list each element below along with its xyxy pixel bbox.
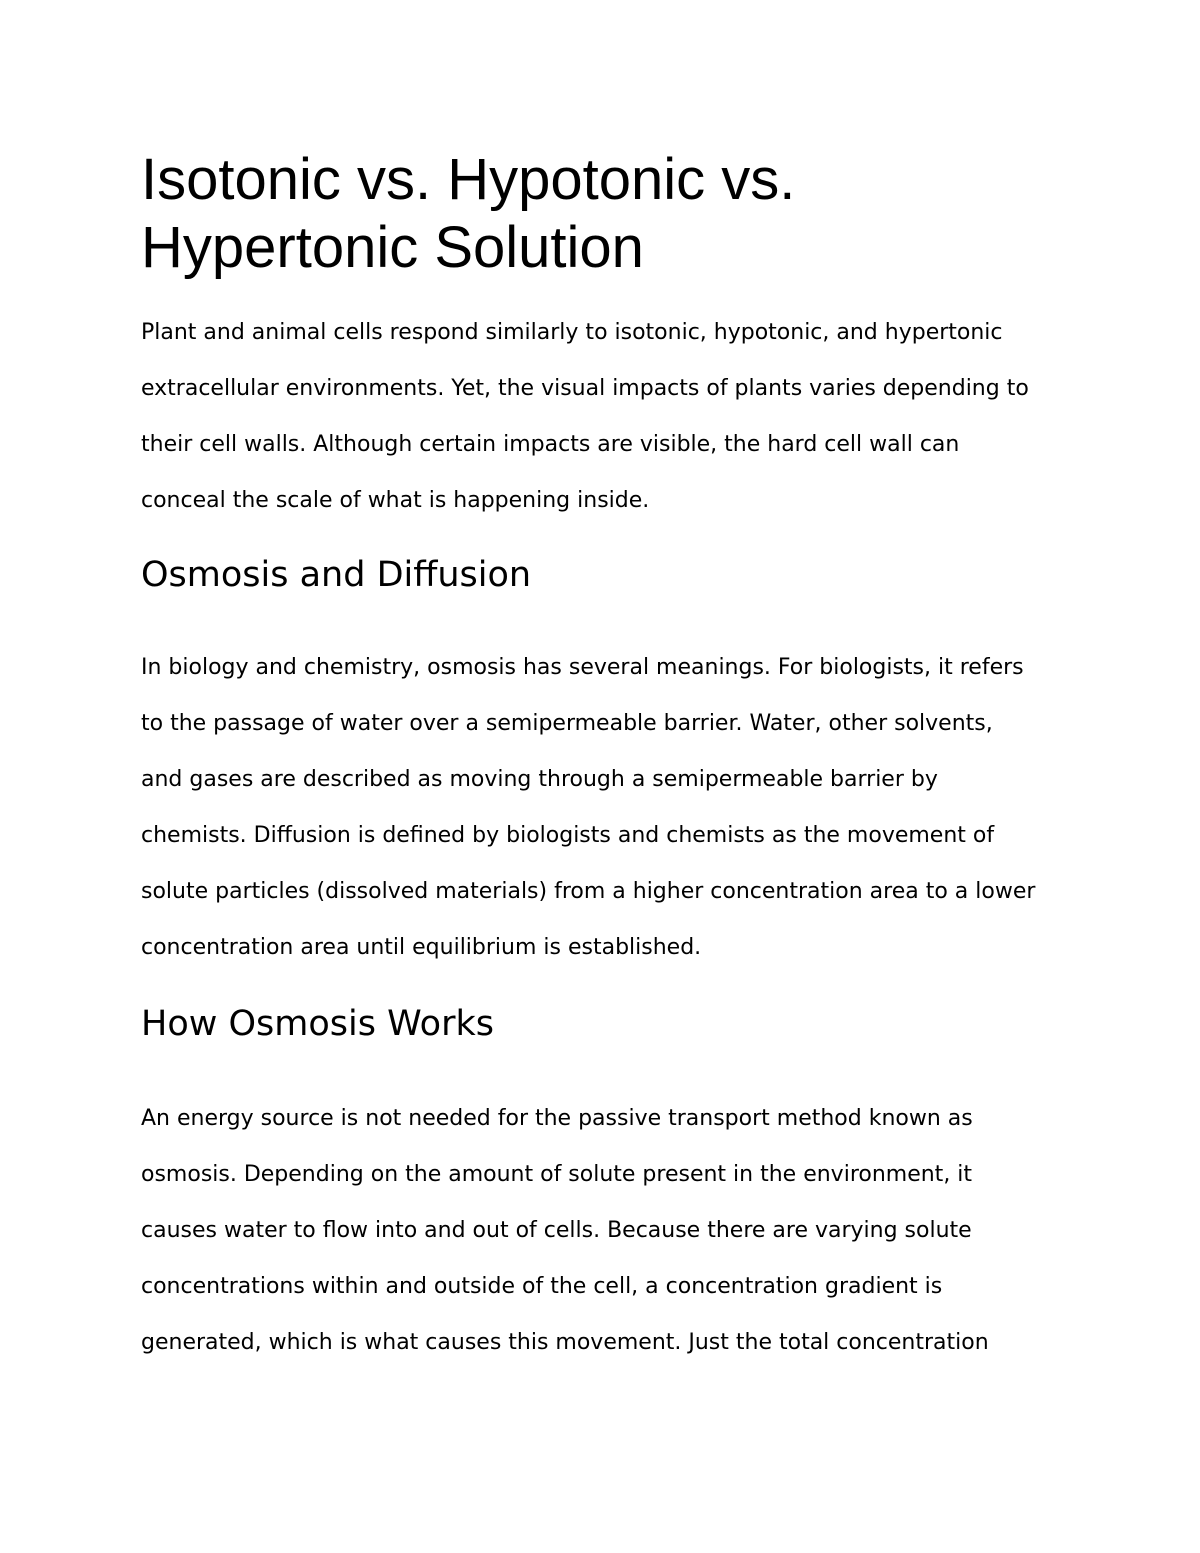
paragraph-line: An energy source is not needed for the passive transport method known as — [141, 1106, 973, 1131]
paragraph-line: generated, which is what causes this movement. Just the total concentration — [141, 1330, 989, 1355]
section-heading-how-osmosis-works: How Osmosis Works — [141, 1004, 494, 1044]
paragraph-line: causes water to flow into and out of cells. Because there are varying solute — [141, 1218, 972, 1243]
paragraph-line: conceal the scale of what is happening inside. — [141, 488, 650, 513]
paragraph-line: In biology and chemistry, osmosis has several meanings. For biologists, it refers — [141, 655, 1024, 680]
paragraph-line: and gases are described as moving through a semipermeable barrier by — [141, 767, 938, 792]
section-heading-osmosis-diffusion: Osmosis and Diffusion — [141, 555, 532, 595]
intro-paragraph — [141, 305, 1061, 529]
title-line-1: Isotonic vs. Hypotonic vs. — [141, 147, 796, 212]
paragraph-line: solute particles (dissolved materials) from a higher concentration area to a lower — [141, 879, 1036, 904]
how-osmosis-works-paragraph — [141, 1091, 1061, 1371]
paragraph-line: extracellular environments. Yet, the visual impacts of plants varies depending to — [141, 376, 1029, 401]
paragraph-line: concentrations within and outside of the cell, a concentration gradient is — [141, 1274, 943, 1299]
document-body — [141, 146, 1061, 1371]
paragraph-line: to the passage of water over a semipermeable barrier. Water, other solvents, — [141, 711, 993, 736]
title-line-2: Hypertonic Solution — [141, 215, 644, 280]
paragraph-line: their cell walls. Although certain impacts are visible, the hard cell wall can — [141, 432, 960, 457]
osmosis-diffusion-paragraph — [141, 640, 1061, 976]
paragraph-line: osmosis. Depending on the amount of solute present in the environment, it — [141, 1162, 973, 1187]
paragraph-line: concentration area until equilibrium is established. — [141, 935, 702, 960]
paragraph-line: chemists. Diffusion is defined by biologists and chemists as the movement of — [141, 823, 995, 848]
paragraph-line: Plant and animal cells respond similarly to isotonic, hypotonic, and hypertonic — [141, 320, 1003, 345]
document-title — [141, 146, 1061, 282]
